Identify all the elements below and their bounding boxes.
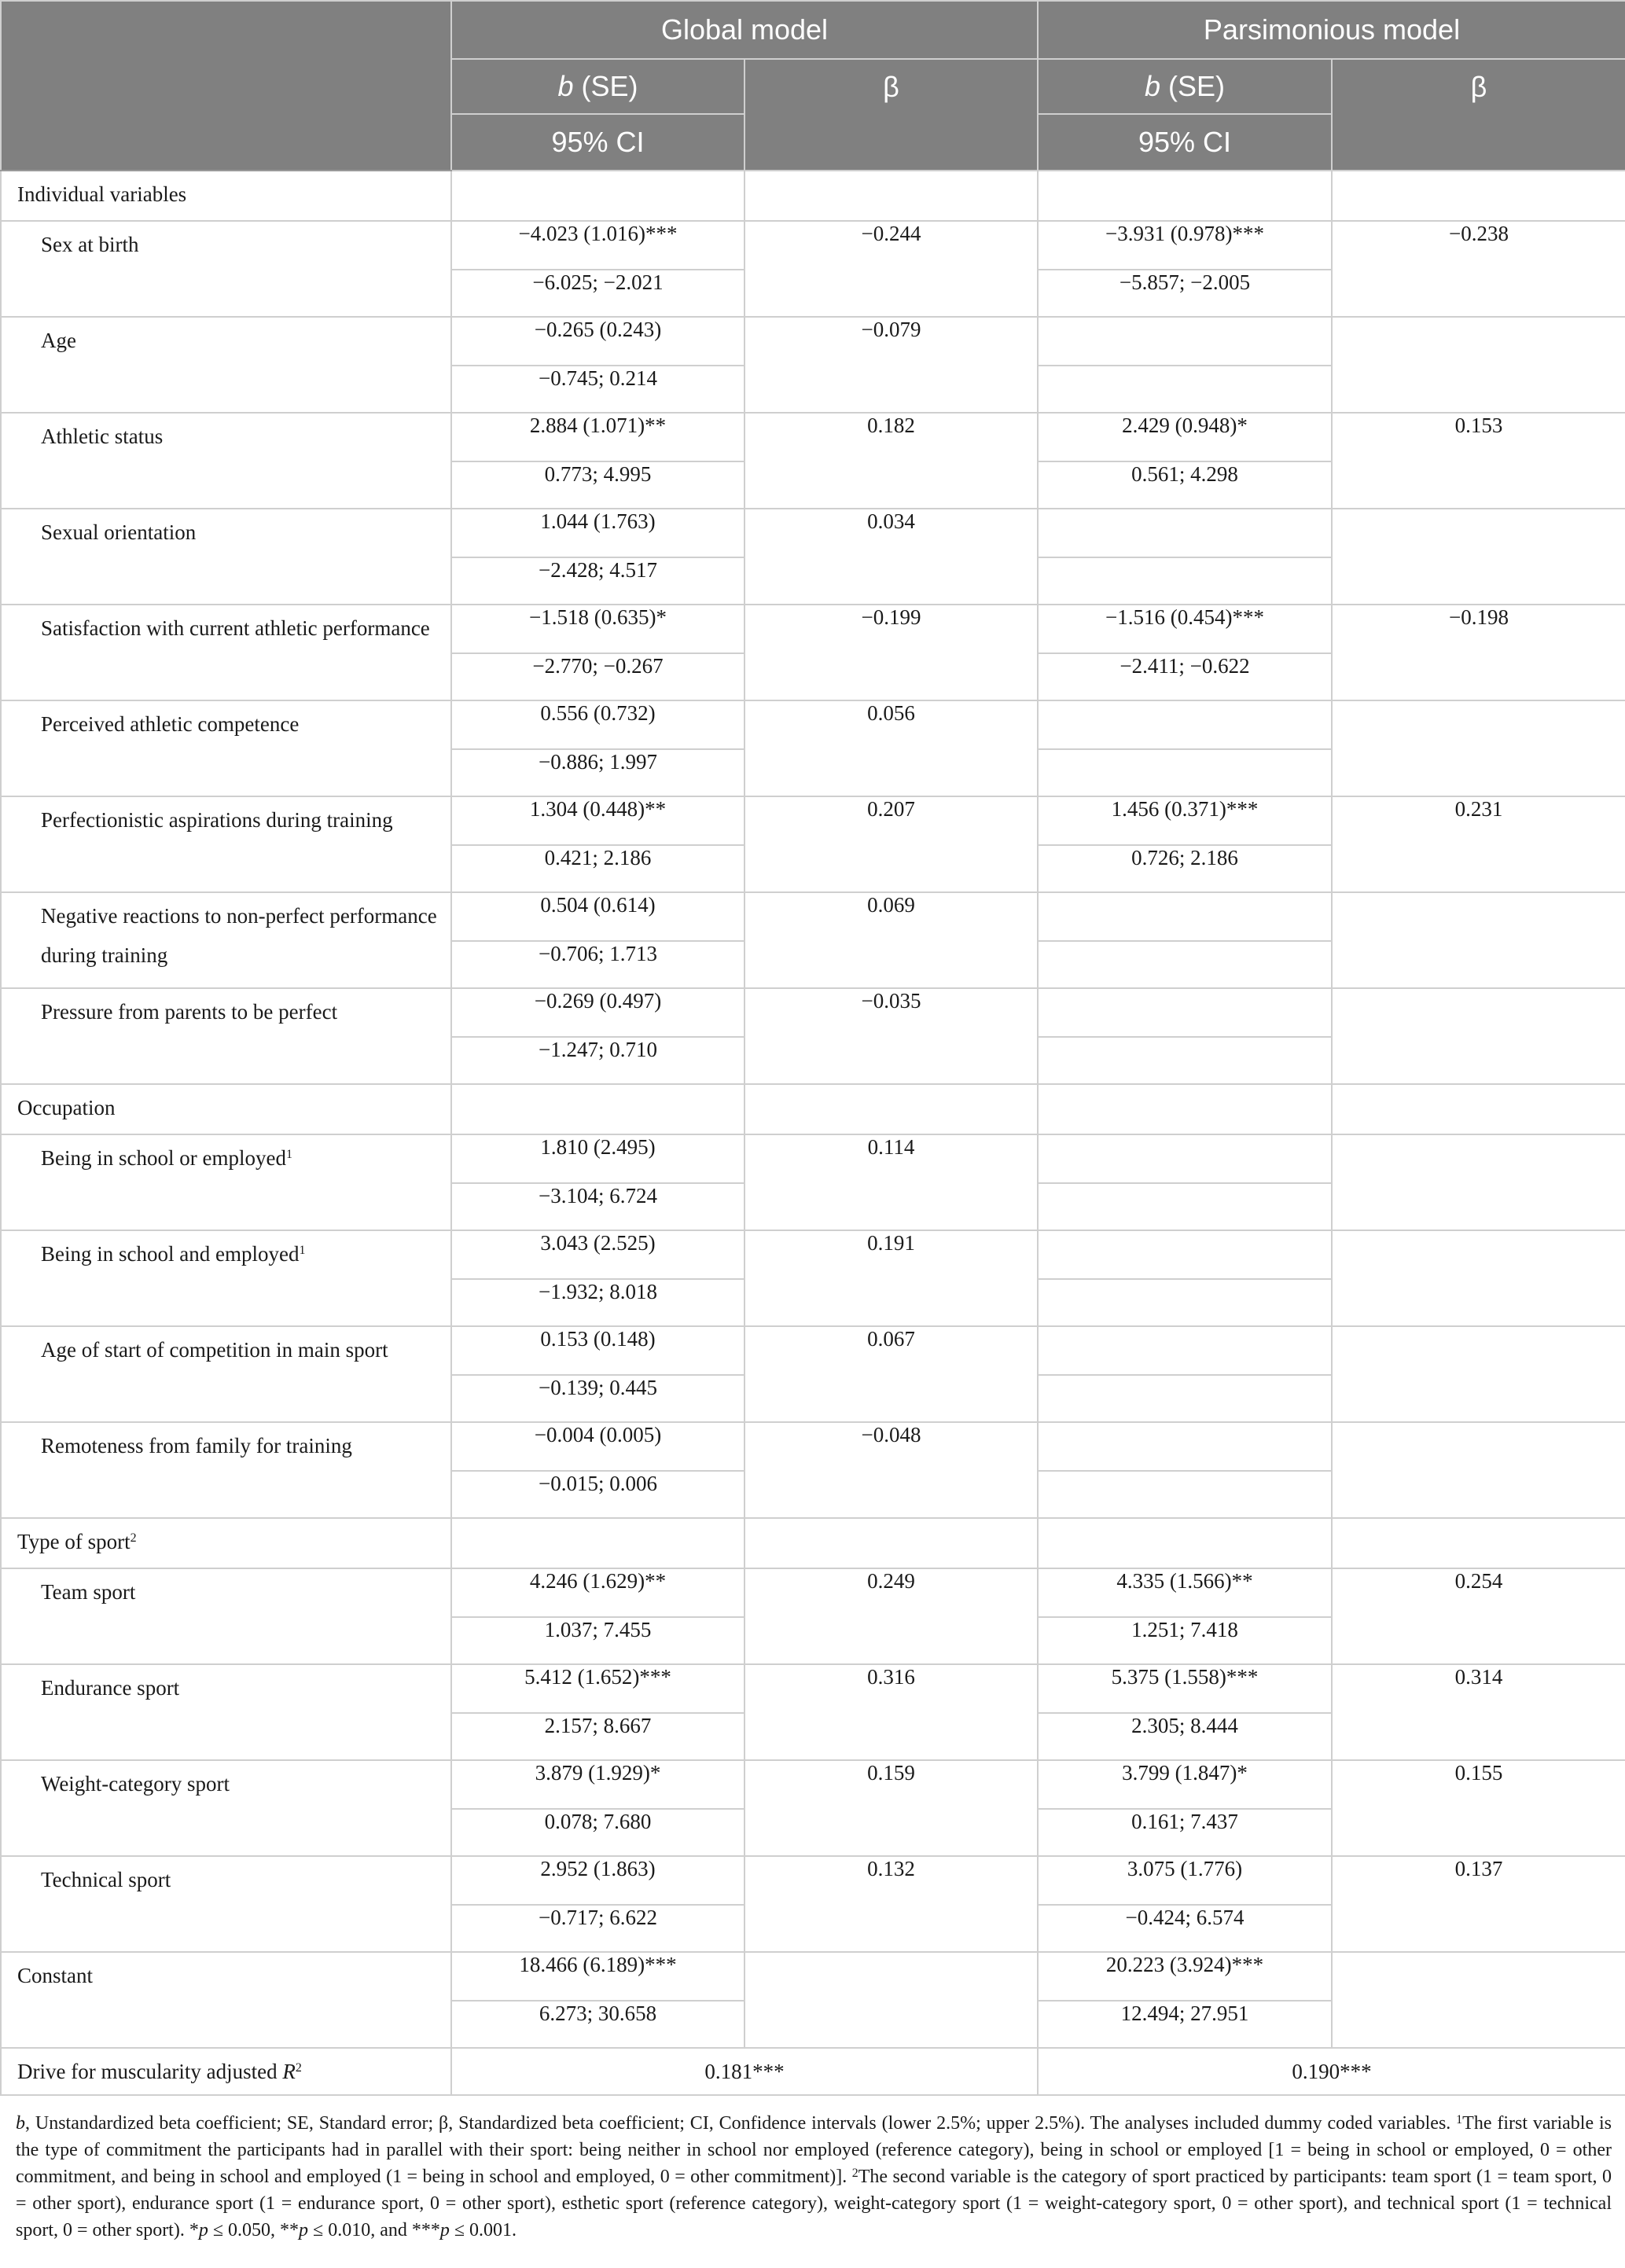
table-row (1, 1422, 1625, 1471)
global-ci: −0.886; 1.997 (451, 749, 744, 796)
row-label-text: Age of start of competition in main sport (41, 1338, 388, 1362)
global-ci: 0.421; 2.186 (451, 845, 744, 892)
pars-b-se: 1.456 (0.371)*** (1038, 796, 1332, 845)
header-blank-cell (1, 1, 451, 171)
global-beta: 0.069 (744, 892, 1038, 988)
global-b-se: −0.265 (0.243) (451, 317, 744, 366)
global-ci: 6.273; 30.658 (451, 2001, 744, 2048)
row-label-text: Constant (17, 1964, 94, 1987)
pars-ci: −2.411; −0.622 (1038, 653, 1332, 700)
footnote-marker: 1 (299, 1244, 306, 1257)
pars-beta (1332, 892, 1625, 988)
pars-b-se (1038, 892, 1332, 941)
pars-b-se (1038, 700, 1332, 749)
row-label (1, 221, 451, 317)
footnote-marker: 1 (285, 1148, 292, 1161)
table-row (1, 221, 1625, 270)
pars-ci (1038, 1471, 1332, 1518)
header-pars-beta: β (1332, 59, 1625, 171)
row-label-text: Being in school and employed (41, 1242, 300, 1266)
global-b-se: 0.556 (0.732) (451, 700, 744, 749)
row-label-text: Negative reactions to non-perfect performance during training (41, 904, 437, 967)
pars-beta: −0.198 (1332, 605, 1625, 700)
table-row (1, 1952, 1625, 2001)
empty-cell (744, 1518, 1038, 1568)
empty-cell (1038, 1518, 1332, 1568)
table-row (1, 796, 1625, 845)
global-b-se: 0.504 (0.614) (451, 892, 744, 941)
global-beta: −0.048 (744, 1422, 1038, 1518)
global-b-se: −0.004 (0.005) (451, 1422, 744, 1471)
table-row (1, 605, 1625, 653)
pars-b-se (1038, 317, 1332, 366)
pars-beta (1332, 317, 1625, 413)
r-squared-exponent: 2 (295, 2061, 302, 2075)
pars-ci: 0.561; 4.298 (1038, 461, 1332, 509)
global-ci: −0.139; 0.445 (451, 1375, 744, 1422)
pars-ci (1038, 557, 1332, 605)
row-label (1, 700, 451, 796)
global-ci: −1.247; 0.710 (451, 1037, 744, 1084)
global-ci: 0.773; 4.995 (451, 461, 744, 509)
global-beta: 0.316 (744, 1664, 1038, 1760)
empty-cell (1332, 171, 1625, 221)
pars-b-se: 2.429 (0.948)* (1038, 413, 1332, 461)
section-label-text: Individual variables (17, 182, 187, 206)
section-label-text: Occupation (17, 1096, 116, 1119)
pars-beta (1332, 1230, 1625, 1326)
pars-ci: 12.494; 27.951 (1038, 2001, 1332, 2048)
pars-beta (1332, 1422, 1625, 1518)
global-ci: −0.717; 6.622 (451, 1905, 744, 1952)
pars-ci (1038, 941, 1332, 988)
pars-b-se (1038, 1326, 1332, 1375)
table-row (1, 509, 1625, 557)
global-b-se: −0.269 (0.497) (451, 988, 744, 1037)
global-b-se: 18.466 (6.189)*** (451, 1952, 744, 2001)
row-label (1, 1856, 451, 1952)
section-label-text: Type of sport (17, 1530, 131, 1553)
global-ci: −0.015; 0.006 (451, 1471, 744, 1518)
table-header (1, 1, 1625, 171)
header-parsimonious-model: Parsimonious model (1038, 1, 1625, 59)
pars-b-se: 20.223 (3.924)*** (1038, 1952, 1332, 2001)
global-ci: −0.745; 0.214 (451, 366, 744, 413)
global-ci: −1.932; 8.018 (451, 1279, 744, 1326)
pars-b-se: 5.375 (1.558)*** (1038, 1664, 1332, 1713)
row-label (1, 1422, 451, 1518)
global-beta: 0.207 (744, 796, 1038, 892)
global-ci: −3.104; 6.724 (451, 1183, 744, 1230)
header-pars-ci: 95% CI (1038, 114, 1332, 171)
pars-beta (1332, 988, 1625, 1084)
pars-beta: 0.153 (1332, 413, 1625, 509)
global-beta: 0.191 (744, 1230, 1038, 1326)
global-beta: 0.114 (744, 1134, 1038, 1230)
global-b-se: −4.023 (1.016)*** (451, 221, 744, 270)
pars-beta (1332, 1326, 1625, 1422)
row-label (1, 892, 451, 988)
pars-beta: −0.238 (1332, 221, 1625, 317)
row-label-text: Team sport (41, 1580, 136, 1604)
row-label-text: Weight-category sport (41, 1772, 230, 1796)
global-b-se: 5.412 (1.652)*** (451, 1664, 744, 1713)
pars-b-se (1038, 509, 1332, 557)
pars-b-se: 3.075 (1.776) (1038, 1856, 1332, 1905)
pars-b-se (1038, 1230, 1332, 1279)
footnote-marker: 2 (130, 1531, 137, 1545)
pars-b-se: 4.335 (1.566)** (1038, 1568, 1332, 1617)
row-label (1, 1664, 451, 1760)
table-body (1, 171, 1625, 2095)
global-b-se: 2.952 (1.863) (451, 1856, 744, 1905)
global-beta: −0.244 (744, 221, 1038, 317)
pars-b-se (1038, 1134, 1332, 1183)
row-label-text: Endurance sport (41, 1676, 180, 1700)
empty-cell (744, 171, 1038, 221)
pars-ci (1038, 1037, 1332, 1084)
empty-cell (1332, 1084, 1625, 1134)
row-label-text: Technical sport (41, 1868, 171, 1891)
row-label (1, 1326, 451, 1422)
global-beta: 0.159 (744, 1760, 1038, 1856)
row-label-text: Remoteness from family for training (41, 1434, 352, 1457)
global-beta: −0.079 (744, 317, 1038, 413)
table-row (1, 988, 1625, 1037)
global-beta: −0.035 (744, 988, 1038, 1084)
section-row (1, 171, 1625, 221)
pars-b-se: −1.516 (0.454)*** (1038, 605, 1332, 653)
table-row (1, 413, 1625, 461)
global-ci: −6.025; −2.021 (451, 270, 744, 317)
pars-ci: 0.726; 2.186 (1038, 845, 1332, 892)
pars-beta: 0.137 (1332, 1856, 1625, 1952)
pars-beta: 0.155 (1332, 1760, 1625, 1856)
r-symbol: R (282, 2060, 296, 2083)
header-global-b-se: b (SE) (451, 59, 744, 114)
table-row (1, 317, 1625, 366)
pars-r-squared: 0.190*** (1038, 2048, 1625, 2095)
section-row (1, 1084, 1625, 1134)
pars-ci (1038, 366, 1332, 413)
row-label (1, 605, 451, 700)
global-b-se: −1.518 (0.635)* (451, 605, 744, 653)
table-row (1, 700, 1625, 749)
empty-cell (1038, 1084, 1332, 1134)
pars-ci: −5.857; −2.005 (1038, 270, 1332, 317)
section-label (1, 1518, 451, 1568)
header-global-beta: β (744, 59, 1038, 171)
table-row (1, 1326, 1625, 1375)
global-ci: −2.428; 4.517 (451, 557, 744, 605)
empty-cell (451, 1518, 744, 1568)
row-label (1, 1230, 451, 1326)
pars-ci: −0.424; 6.574 (1038, 1905, 1332, 1952)
pars-beta: 0.231 (1332, 796, 1625, 892)
table-footnote: b, Unstandardized beta coefficient; SE, Standard error; β, Standardized beta coefficient; CI, Confidence intervals (lower 2.5%; upper 2.5%). The analyses included dummy coded variables. $^1$The first variable is the type of commitment the participants had in parallel with their sport: being neither in school nor employed (reference category), being in school or employed [1 = being in school or employed, 0 = other commitment, and being in school and employed (1 = being in school and employed, 0 = other commitment)]. $^2$The second variable is the category of sport practiced by participants: team sport (1 = team sport, 0 = other sport), endurance sport (1 = endurance sport, 0 = other sport), esthetic sport (reference category), weight-category sport (1 = weight-category sport, 0 = other sport), and technical sport (1 = technical sport, 0 = other sport). *p ≤ 0.050, **p ≤ 0.010, and ***p ≤ 0.001. (16, 2113, 1612, 2240)
row-label-text: Being in school or employed (41, 1146, 286, 1170)
global-b-se: 0.153 (0.148) (451, 1326, 744, 1375)
global-beta (744, 1952, 1038, 2048)
global-ci: 2.157; 8.667 (451, 1713, 744, 1760)
r-squared-label (1, 2048, 451, 2095)
global-b-se: 3.043 (2.525) (451, 1230, 744, 1279)
global-r-squared: 0.181*** (451, 2048, 1038, 2095)
row-label-text: Athletic status (41, 425, 164, 448)
pars-ci: 0.161; 7.437 (1038, 1809, 1332, 1856)
row-label-text: Pressure from parents to be perfect (41, 1000, 338, 1024)
global-beta: −0.199 (744, 605, 1038, 700)
global-b-se: 3.879 (1.929)* (451, 1760, 744, 1809)
global-ci: 1.037; 7.455 (451, 1617, 744, 1664)
row-label (1, 1568, 451, 1664)
pars-ci (1038, 1279, 1332, 1326)
table-row (1, 1230, 1625, 1279)
r-squared-label-text: Drive for muscularity adjusted (17, 2060, 283, 2083)
table-row (1, 1134, 1625, 1183)
global-beta: 0.132 (744, 1856, 1038, 1952)
table-row (1, 1760, 1625, 1809)
table-row (1, 1664, 1625, 1713)
table-row (1, 1568, 1625, 1617)
empty-cell (1038, 171, 1332, 221)
global-beta: 0.182 (744, 413, 1038, 509)
pars-ci (1038, 1375, 1332, 1422)
row-label-text: Age (41, 329, 76, 352)
row-label (1, 509, 451, 605)
table-row (1, 1856, 1625, 1905)
pars-b-se: 3.799 (1.847)* (1038, 1760, 1332, 1809)
row-label-text: Perfectionistic aspirations during training (41, 808, 393, 832)
header-global-model: Global model (451, 1, 1038, 59)
global-b-se: 4.246 (1.629)** (451, 1568, 744, 1617)
table-row (1, 892, 1625, 941)
row-label (1, 1952, 451, 2048)
row-label (1, 317, 451, 413)
global-b-se: 1.810 (2.495) (451, 1134, 744, 1183)
pars-ci (1038, 749, 1332, 796)
row-label (1, 1134, 451, 1230)
pars-beta: 0.314 (1332, 1664, 1625, 1760)
pars-b-se: −3.931 (0.978)*** (1038, 221, 1332, 270)
global-beta: 0.249 (744, 1568, 1038, 1664)
pars-ci (1038, 1183, 1332, 1230)
row-label (1, 413, 451, 509)
empty-cell (1332, 1518, 1625, 1568)
row-label (1, 988, 451, 1084)
global-beta: 0.034 (744, 509, 1038, 605)
global-beta: 0.056 (744, 700, 1038, 796)
global-b-se: 1.044 (1.763) (451, 509, 744, 557)
pars-ci: 2.305; 8.444 (1038, 1713, 1332, 1760)
global-ci: 0.078; 7.680 (451, 1809, 744, 1856)
pars-beta (1332, 700, 1625, 796)
header-global-ci: 95% CI (451, 114, 744, 171)
row-label-text: Sexual orientation (41, 520, 197, 544)
empty-cell (451, 171, 744, 221)
row-label-text: Perceived athletic competence (41, 712, 300, 736)
row-label (1, 1760, 451, 1856)
global-b-se: 2.884 (1.071)** (451, 413, 744, 461)
row-label-text: Sex at birth (41, 233, 139, 256)
pars-beta: 0.254 (1332, 1568, 1625, 1664)
header-pars-b-se: b (SE) (1038, 59, 1332, 114)
global-beta: 0.067 (744, 1326, 1038, 1422)
r-squared-row (1, 2048, 1625, 2095)
global-ci: −2.770; −0.267 (451, 653, 744, 700)
row-label-text: Satisfaction with current athletic performance (41, 616, 430, 640)
section-label (1, 171, 451, 221)
global-ci: −0.706; 1.713 (451, 941, 744, 988)
section-row (1, 1518, 1625, 1568)
pars-b-se (1038, 1422, 1332, 1471)
pars-beta (1332, 509, 1625, 605)
pars-beta (1332, 1134, 1625, 1230)
global-b-se: 1.304 (0.448)** (451, 796, 744, 845)
empty-cell (744, 1084, 1038, 1134)
pars-beta (1332, 1952, 1625, 2048)
section-label (1, 1084, 451, 1134)
pars-b-se (1038, 988, 1332, 1037)
empty-cell (451, 1084, 744, 1134)
pars-ci: 1.251; 7.418 (1038, 1617, 1332, 1664)
row-label (1, 796, 451, 892)
